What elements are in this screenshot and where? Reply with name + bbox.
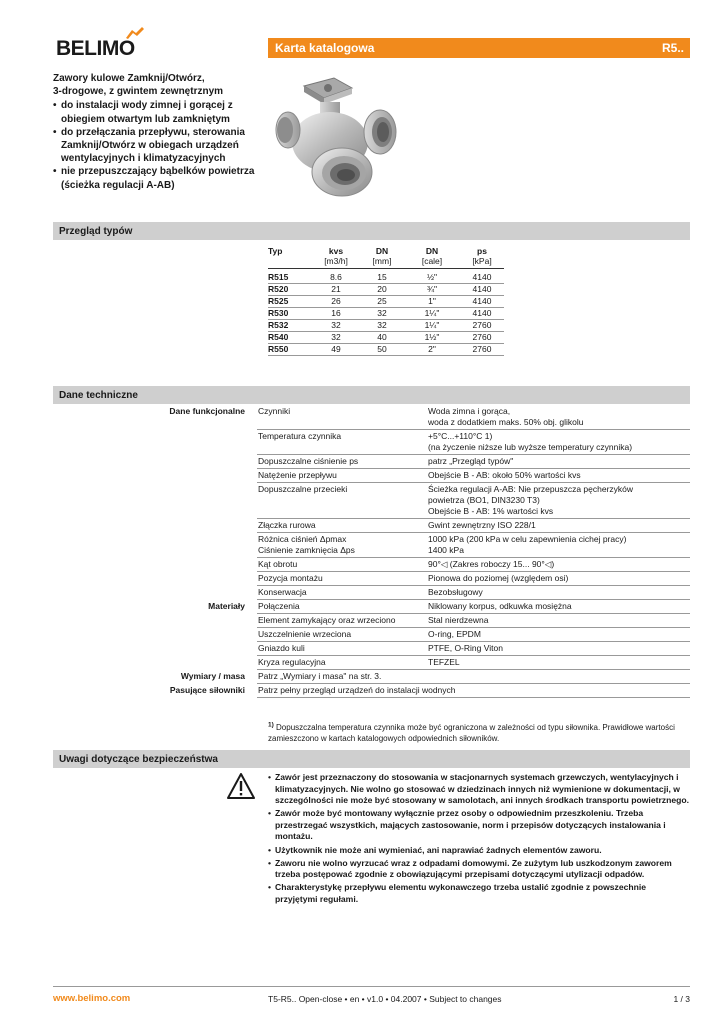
intro-bullet: • nie przepuszczający bąbelków powietrza (ścieżka regulacji A-AB) (53, 165, 263, 191)
table-cell: 2760 (460, 319, 504, 331)
tech-category: Wymiary / masa (180, 671, 245, 681)
tech-value: PTFE, O-Ring Viton (428, 643, 503, 653)
tech-group-actuators (53, 684, 690, 698)
table-cell: 1¼" (404, 307, 460, 319)
type-overview-table (268, 244, 504, 356)
tech-property: Połączenia (258, 601, 300, 611)
tech-property: Czynniki (258, 406, 291, 416)
tech-property: Kąt obrotu (258, 559, 298, 569)
safety-item: • Użytkownik nie może ani wymieniać, ani naprawiać żadnych elementów zaworu. (268, 845, 690, 857)
tech-row (257, 656, 690, 670)
tech-value: Pionowa do poziomej (względem osi) (428, 573, 569, 583)
tech-value: O-ring, EPDM (428, 629, 481, 639)
tech-value: 90°◁ (Zakres roboczy 15... 90°◁) (428, 559, 555, 569)
table-cell: ¾" (404, 283, 460, 295)
tech-property: Kryza regulacyjna (258, 657, 326, 667)
tech-property: Element zamykający oraz wrzeciono (258, 615, 396, 625)
table-cell: 50 (360, 343, 404, 355)
table-cell: R530 (268, 307, 312, 319)
table-row (268, 331, 504, 343)
tech-row (257, 642, 690, 656)
table-cell: 32 (360, 319, 404, 331)
table-cell: 15 (360, 268, 404, 283)
table-cell: 1½" (404, 331, 460, 343)
product-code: R5.. (661, 41, 684, 55)
tech-category: Pasujące siłowniki (169, 685, 245, 695)
table-cell: 32 (312, 319, 360, 331)
table-cell: 25 (360, 295, 404, 307)
page-number: 1 / 3 (673, 994, 690, 1004)
col-kvs: kvs (328, 246, 344, 256)
table-cell: 2760 (460, 343, 504, 355)
tech-property: Dopuszczalne przecieki (258, 484, 348, 494)
tech-property: Złączka rurowa (258, 520, 316, 530)
table-cell: R520 (268, 283, 312, 295)
tech-value: Niklowany korpus, odkuwka mosiężna (428, 601, 572, 611)
table-cell: 4140 (460, 295, 504, 307)
section-tech: Dane techniczne (53, 386, 690, 404)
tech-row (257, 483, 690, 519)
tech-row (257, 405, 690, 430)
intro-bullet: • do instalacji wody zimnej i gorącej z obiegiem otwartym lub zamkniętym (53, 99, 263, 125)
tech-group-dims (53, 670, 690, 684)
footer-divider (53, 986, 690, 987)
valve-product-image (268, 72, 408, 202)
col-ps: ps (477, 246, 487, 256)
header-bar (268, 38, 690, 58)
table-row (268, 343, 504, 355)
section-safety: Uwagi dotyczące bezpieczeństwa (53, 750, 690, 768)
tech-value: patrz „Przegląd typów" (428, 456, 514, 466)
table-cell: 16 (312, 307, 360, 319)
tech-category: Materiały (208, 601, 245, 611)
belimo-logo (56, 27, 146, 63)
footnote (268, 722, 690, 744)
table-row (268, 319, 504, 331)
tech-value: Patrz pełny przegląd urządzeń do instalacji wodnych (258, 685, 456, 695)
tech-value: Stal nierdzewna (428, 615, 489, 625)
table-cell: 21 (312, 283, 360, 295)
tech-row (257, 600, 690, 614)
table-row (268, 295, 504, 307)
tech-row (257, 519, 690, 533)
tech-value: Ścieżka regulacji A-AB: Nie przepuszcza pęcherzyków powietrza (BO1, DIN3230 T3) Obejście B - AB: 1% wartości kvs (428, 484, 634, 516)
safety-item: • Charakterystykę przepływu elementu wykonawczego trzeba ustalić zgodnie z powszechnie przyjętymi regułami. (268, 882, 690, 905)
table-cell: 32 (312, 331, 360, 343)
tech-value: 1000 kPa (200 kPa w celu zapewnienia cichej pracy) 1400 kPa (428, 534, 627, 555)
table-cell: 26 (312, 295, 360, 307)
intro (53, 72, 263, 192)
tech-property: Różnica ciśnień Δpmax Ciśnienie zamknięcia Δps (258, 534, 355, 555)
tech-value: +5°C...+110°C 1) (na życzenie niższe lub wyższe temperatury czynnika) (428, 431, 633, 452)
tech-value: Gwint zewnętrzny ISO 228/1 (428, 520, 536, 530)
safety-item: • Zaworu nie wolno wyrzucać wraz z odpadami domowymi. Ze zużytym lub uszkodzonym zaworem trzeba postępować zgodnie z obowiązującymi przepisami dotyczącymi utylizacji odpadów. (268, 858, 690, 881)
table-cell: 40 (360, 331, 404, 343)
tech-property: Pozycja montażu (258, 573, 323, 583)
tech-property: Dopuszczalne ciśnienie ps (258, 456, 359, 466)
tech-row (257, 455, 690, 469)
table-cell: R550 (268, 343, 312, 355)
tech-value: TEFZEL (428, 657, 460, 667)
table-row (268, 268, 504, 283)
table-header-row (268, 244, 504, 256)
table-row (268, 283, 504, 295)
table-cell: 2760 (460, 331, 504, 343)
table-cell: R515 (268, 268, 312, 283)
tech-row (257, 430, 690, 455)
table-cell: 4140 (460, 283, 504, 295)
col-type: Typ (268, 246, 283, 256)
col-dn-mm: DN (375, 246, 389, 256)
tech-value: Woda zimna i gorąca, woda z dodatkiem maks. 50% obj. glikolu (428, 406, 584, 427)
tech-value: Bezobsługowy (428, 587, 483, 597)
table-cell: R525 (268, 295, 312, 307)
table-row (268, 307, 504, 319)
tech-value: Patrz „Wymiary i masa" na str. 3. (258, 671, 382, 681)
safety-item: • Zawór jest przeznaczony do stosowania w stacjonarnych systemach grzewczych, wentylacyjnych i klimatyzacyjnych. Nie wolno go stosować w dziedzinach innych niż wymienione w dokumentacji, w szczególności nie może być stosowany w samolotach, ani innych środkach transportu powietrznego. (268, 772, 690, 807)
table-cell: 4140 (460, 268, 504, 283)
safety-list (268, 772, 690, 907)
intro-title: Zawory kulowe Zamknij/Otwórz, 3-drogowe, z gwintem zewnętrznym (53, 73, 224, 98)
safety-item: • Zawór może być montowany wyłącznie przez osoby o odpowiednim przeszkoleniu. Trzeba przestrzegać wszystkich, mających zastosowanie, norm i przepisów dotyczących instalowania i montażu. (268, 808, 690, 843)
tech-property: Natężenie przepływu (258, 470, 337, 480)
intro-bullets (53, 99, 263, 191)
tech-property: Uszczelnienie wrzeciona (258, 629, 352, 639)
doc-type: Karta katalogowa (275, 41, 375, 55)
tech-group-materials (53, 600, 690, 670)
tech-value: Obejście B - AB: około 50% wartości kvs (428, 470, 581, 480)
tech-property: Konserwacja (258, 587, 307, 597)
table-cell: 49 (312, 343, 360, 355)
table-cell: 1¼" (404, 319, 460, 331)
table-cell: ½" (404, 268, 460, 283)
svg-text:BELIMO: BELIMO (56, 37, 135, 60)
table-cell: 4140 (460, 307, 504, 319)
intro-bullet: • do przełączania przepływu, sterowania Zamknij/Otwórz w obiegach urządzeń wentylacyjnych i klimatyzacyjnych (53, 126, 263, 166)
footer-info: T5-R5.. Open-close • en • v1.0 • 04.2007 • Subject to changes (268, 994, 502, 1004)
table-unit-row: [m3/h] [mm] [cale] [kPa] (268, 256, 504, 268)
section-types: Przegląd typów (53, 222, 690, 240)
tech-row (257, 533, 690, 558)
table-cell: R532 (268, 319, 312, 331)
col-dn-inch: DN (425, 246, 439, 256)
tech-row (257, 586, 690, 600)
warning-icon (226, 772, 256, 800)
tech-row (257, 628, 690, 642)
table-cell: 32 (360, 307, 404, 319)
footer-website-link[interactable]: www.belimo.com (53, 993, 131, 1004)
tech-row (257, 572, 690, 586)
tech-row (257, 558, 690, 572)
tech-row (257, 469, 690, 483)
tech-category: Dane funkcjonalne (169, 406, 245, 416)
table-cell: 2" (404, 343, 460, 355)
table-cell: 1" (404, 295, 460, 307)
tech-data (53, 405, 690, 698)
tech-property: Gniazdo kuli (258, 643, 305, 653)
tech-group-functional (53, 405, 690, 600)
footnote-text: Dopuszczalna temperatura czynnika może być ograniczona w zależności od typu siłownika. Prawidłowe wartości zamieszczono w kartach katalogowych odpowiednich siłowników. (268, 723, 675, 743)
table-cell: 8.6 (312, 268, 360, 283)
tech-property: Temperatura czynnika (258, 431, 342, 441)
table-cell: R540 (268, 331, 312, 343)
table-cell: 20 (360, 283, 404, 295)
tech-row (257, 614, 690, 628)
footnote-mark: 1) (268, 721, 274, 729)
